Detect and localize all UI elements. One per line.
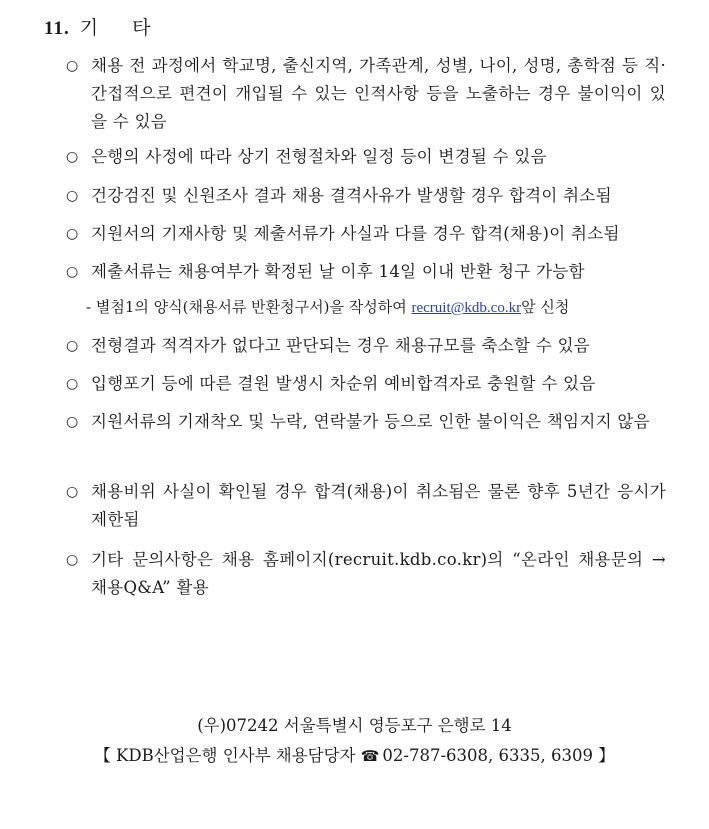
- list-item: [66, 370, 666, 398]
- contact-close: 】: [592, 746, 615, 765]
- list-item-text: 전형결과 적격자가 없다고 판단되는 경우 채용규모를 축소할 수 있음: [91, 336, 591, 355]
- phone-number: 02-787-6308, 6335, 6309: [382, 746, 593, 765]
- list-item-text: 입행포기 등에 따른 결원 발생시 차순위 예비합격자로 충원할 수 있음: [91, 374, 596, 393]
- contact-label: 【 KDB산업은행 인사부 채용담당자: [94, 746, 361, 765]
- list-item-text: 기타 문의사항은 채용 홈페이지(recruit.kdb.co.kr)의 “온라인 채용문의 → 채용Q&A” 활용: [91, 550, 666, 597]
- circle-bullet-icon: ○: [66, 338, 79, 354]
- circle-bullet-icon: ○: [66, 226, 79, 242]
- section-heading: [44, 13, 164, 40]
- list-item: [66, 143, 666, 171]
- circle-bullet-icon: ○: [66, 414, 79, 430]
- list-item: [66, 408, 666, 436]
- email-link[interactable]: recruit@kdb.co.kr: [411, 300, 522, 316]
- circle-bullet-icon: ○: [66, 376, 79, 392]
- footer-contact: [0, 742, 709, 766]
- footer-address: [0, 712, 709, 736]
- list-item-text: 채용 전 과정에서 학교명, 출신지역, 가족관계, 성별, 나이, 성명, 총학점 등 직·간접적으로 편견이 개입될 수 있는 인적사항 등을 노출하는 경우 불이익이 있을 수 있음: [91, 56, 666, 131]
- list-item-text: 지원서의 기재사항 및 제출서류가 사실과 다를 경우 합격(채용)이 취소됨: [91, 224, 620, 243]
- list-item-text: 은행의 사정에 따라 상기 전형절차와 일정 등이 변경될 수 있음: [91, 147, 547, 166]
- list-item: [66, 332, 666, 360]
- circle-bullet-icon: ○: [66, 149, 79, 165]
- circle-bullet-icon: ○: [66, 484, 79, 500]
- list-item-text: 지원서류의 기재착오 및 누락, 연락불가 등으로 인한 불이익은 책임지지 않음: [91, 412, 650, 431]
- address-text: (우)07242 서울특별시 영등포구 은행로 14: [197, 716, 512, 735]
- list-item-text: 채용비위 사실이 확인될 경우 합격(채용)이 취소됨은 물론 향후 5년간 응시가 제한됨: [91, 482, 666, 529]
- section-title: 기 타: [79, 17, 165, 39]
- circle-bullet-icon: ○: [66, 188, 79, 204]
- circle-bullet-icon: ○: [66, 264, 79, 280]
- list-item: [66, 258, 666, 286]
- sub-item-prefix: - 별첨1의 양식(채용서류 반환청구서)을 작성하여: [86, 298, 412, 316]
- section-number: 11.: [44, 18, 70, 39]
- list-item-text: 건강검진 및 신원조사 결과 채용 결격사유가 발생할 경우 합격이 취소됨: [91, 186, 612, 205]
- circle-bullet-icon: ○: [66, 552, 79, 568]
- list-item: [66, 52, 666, 136]
- list-item: [66, 220, 666, 248]
- list-item: [66, 478, 666, 534]
- phone-icon: ☎: [360, 747, 380, 765]
- circle-bullet-icon: ○: [66, 58, 79, 74]
- list-item: [66, 546, 666, 602]
- list-item: [66, 182, 666, 210]
- sub-item-suffix: 앞 신청: [521, 298, 570, 316]
- list-item-text: 제출서류는 채용여부가 확정된 날 이후 14일 이내 반환 청구 가능함: [91, 262, 585, 281]
- sub-item-note: [86, 294, 676, 321]
